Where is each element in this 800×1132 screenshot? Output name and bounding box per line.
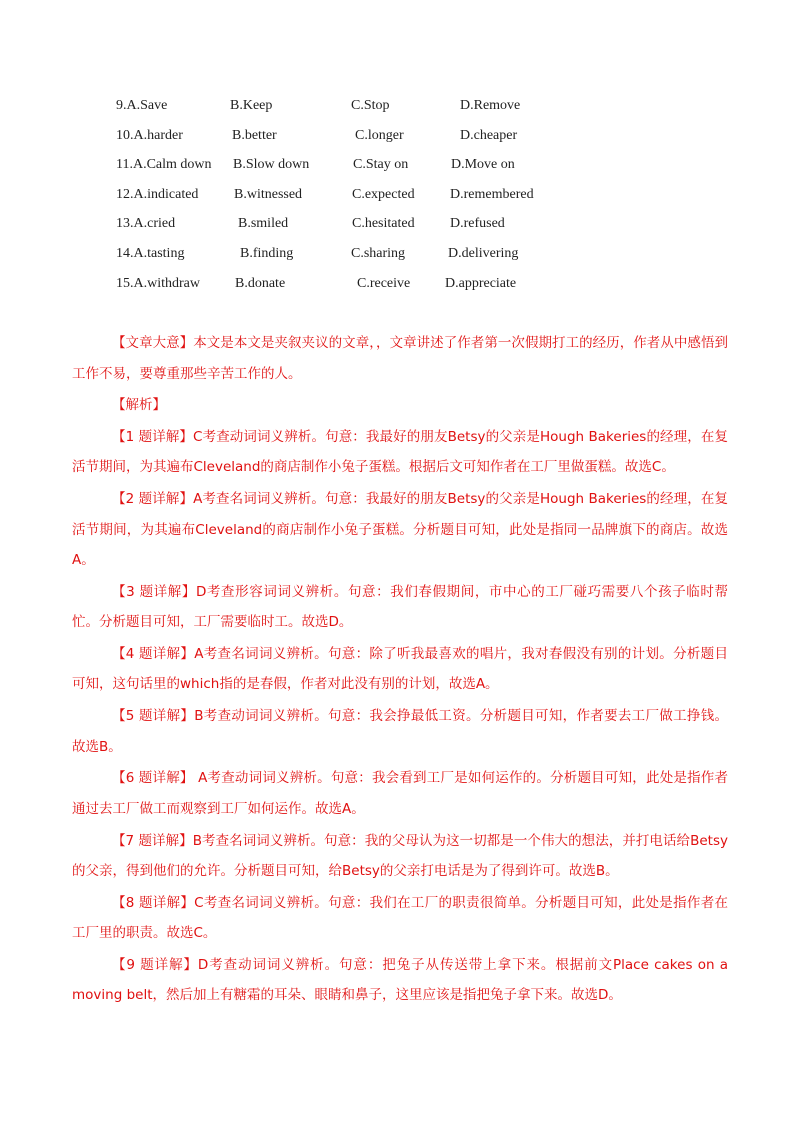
question-option-c: C.longer [355, 127, 404, 143]
option-row [116, 183, 576, 213]
question-explanation: 【3 题详解】D考查形容词词义辨析。句意：我们春假期间，市中心的工厂碰巧需要八个孩子临时帮忙。分析题目可知，工厂需要临时工。故选D。 [72, 583, 728, 631]
question-option-a: 9.A.Save [116, 98, 168, 113]
analysis-section [72, 328, 728, 1012]
question-option-a: 14.A.tasting [116, 245, 185, 261]
question-explanation: 【5 题详解】B考查动词词义辨析。句意：我会挣最低工资。分析题目可知，作者要去工厂做工挣钱。故选B。 [72, 708, 728, 755]
question-option-d: D.Move on [451, 157, 515, 173]
question-option-c: C.expected [352, 186, 415, 202]
question-option-c: C.Stay on [353, 157, 409, 173]
question-explanation: 【8 题详解】C考查名词词义辨析。句意：我们在工厂的职责很简单。分析题目可知，此处是指作者在工厂里的职责。故选C。 [72, 894, 728, 942]
question-option-c: C.sharing [351, 245, 406, 261]
question-option-b: B.smiled [238, 216, 289, 232]
option-row [116, 242, 576, 272]
question-option-a: 15.A.withdraw [116, 275, 200, 291]
question-option-a: 10.A.harder [116, 127, 183, 143]
question-option-d: D.refused [450, 216, 505, 232]
analysis-heading: 【解析】 [112, 397, 166, 414]
question-option-d: D.appreciate [445, 275, 517, 291]
question-option-b: B.Keep [230, 98, 273, 113]
option-row [116, 124, 576, 154]
answer-options [116, 94, 576, 301]
question-option-b: B.Slow down [233, 157, 310, 173]
question-explanation: 【7 题详解】B考查名词词义辨析。句意：我的父母认为这一切都是一个伟大的想法，并打电话给Betsy的父亲，得到他们的允许。分析题目可知，给Betsy的父亲打电话是为了得到许可。故选B。 [72, 832, 728, 879]
question-option-b: B.finding [240, 245, 294, 261]
option-row [116, 272, 576, 302]
question-explanation: 【9 题详解】D考查动词词义辨析。句意：把兔子从传送带上拿下来。根据前文Place cakes on a moving belt，然后加上有糖霜的耳朵、眼睛和鼻子，这里应该是指把兔子拿下来。故选D。 [72, 956, 728, 1004]
question-option-b: B.donate [235, 275, 286, 291]
option-row [116, 212, 576, 242]
question-option-d: D.cheaper [460, 127, 518, 143]
question-explanation: 【1 题详解】C考查动词词义辨析。句意：我最好的朋友Betsy的父亲是Hough Bakeries的经理，在复活节期间，为其遍布Cleveland的商店制作小兔子蛋糕。根据后文可知作者在工厂里做蛋糕。故选C。 [72, 428, 728, 476]
option-row [116, 153, 576, 183]
question-option-b: B.witnessed [234, 186, 303, 202]
question-option-d: D.Remove [460, 98, 521, 113]
question-explanation: 【2 题详解】A考查名词词义辨析。句意：我最好的朋友Betsy的父亲是Hough Bakeries的经理，在复活节期间，为其遍布Cleveland的商店制作小兔子蛋糕。分析题目可知，此处是指同一品牌旗下的商店。故选A。 [72, 491, 728, 569]
question-option-d: D.remembered [450, 186, 534, 202]
question-option-a: 11.A.Calm down [116, 157, 212, 173]
option-row [116, 94, 576, 124]
question-option-c: C.receive [357, 275, 411, 291]
question-option-a: 13.A.cried [116, 216, 176, 232]
question-option-c: C.hesitated [352, 216, 415, 232]
question-explanation: 【6 题详解】 A考查动词词义辨析。句意：我会看到工厂是如何运作的。分析题目可知，此处是指作者通过去工厂做工而观察到工厂如何运作。故选A。 [72, 770, 728, 817]
question-explanation: 【4 题详解】A考查名词词义辨析。句意：除了听我最喜欢的唱片，我对春假没有别的计划。分析题目可知，这句话里的which指的是春假，作者对此没有别的计划，故选A。 [72, 645, 728, 693]
question-option-d: D.delivering [448, 245, 519, 261]
question-option-c: C.Stop [351, 98, 390, 113]
question-option-a: 12.A.indicated [116, 186, 199, 202]
article-summary: 【文章大意】本文是本文是夹叙夹议的文章，，文章讲述了作者第一次假期打工的经历，作者从中感悟到工作不易，要尊重那些辛苦工作的人。 [72, 335, 728, 382]
question-option-b: B.better [232, 127, 277, 143]
